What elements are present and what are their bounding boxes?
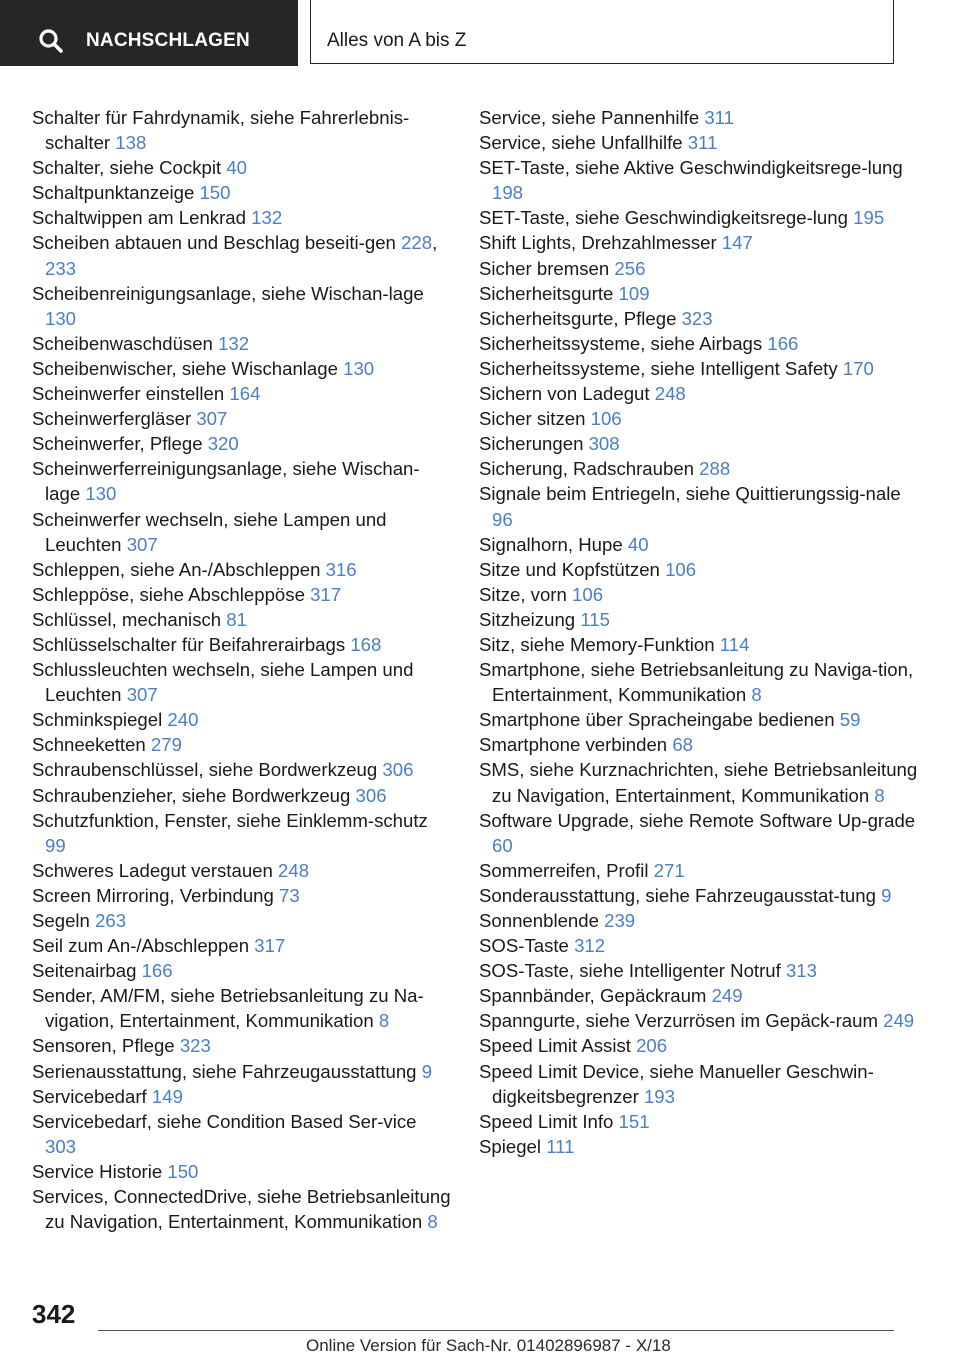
page-link[interactable]: 59 [839,709,861,731]
entry-term: Service, siehe Pannenhilfe [479,107,700,128]
page-link[interactable]: 307 [126,684,158,706]
entry-term: Scheinwerfer, Pflege [32,433,203,455]
entry-term: Signale beim Entriegeln, siehe Quittierungssig-nale [479,483,901,505]
page-link[interactable]: 313 [785,960,817,982]
index-entry [32,933,452,958]
page-link[interactable]: 198 [492,182,524,204]
entry-term: Sonderausstattung, siehe Fahrzeugausstat-tung [479,884,876,906]
page-link[interactable]: 68 [672,734,693,756]
page-link[interactable]: 170 [842,357,874,379]
page-link[interactable]: 166 [767,332,799,354]
page-link[interactable]: 307 [126,533,158,555]
entry-term: Spanngurte, siehe Verzurrösen im Gepäck-raum [479,1010,878,1032]
index-entry [32,205,452,230]
entry-term: Schutzfunktion, Fenster, siehe Einklemm-schutz [32,809,428,831]
index-entry [479,732,919,757]
entry-term: Services, ConnectedDrive, siehe Betriebsanleitung zu Navigation, Entertainment, Kommunikation [32,1186,451,1233]
index-entry [32,1084,452,1109]
page-link[interactable]: 206 [636,1035,668,1057]
index-entry [479,858,919,883]
index-column-right [479,105,919,1159]
page-link[interactable]: 106 [572,583,604,605]
page-link[interactable]: 81 [226,608,247,630]
page-link[interactable]: 311 [687,132,718,154]
entry-term: Sicherung, Radschrauben [479,458,694,480]
page-link[interactable]: 114 [719,633,750,655]
entry-term: Schminkspiegel [32,709,163,731]
index-entry [32,707,452,732]
index-entry [479,557,919,582]
entry-term: Sommerreifen, Profil [479,859,649,881]
index-entry [479,958,919,983]
entry-term: Scheibenwischer, siehe Wischanlage [32,357,338,379]
index-entry [479,1109,919,1134]
entry-term: SET-Taste, siehe Aktive Geschwindigkeitsrege-lung [479,157,903,179]
entry-term: Scheinwerfer einstellen [32,383,225,405]
page-link[interactable]: 149 [151,1085,183,1107]
search-icon [38,28,64,54]
index-entry [479,356,919,381]
page-link[interactable]: 320 [207,433,239,455]
entry-term: Schalter für Fahrdynamik, siehe Fahrerlebnis-schalter [32,107,410,154]
index-entry [479,933,919,958]
index-column-left [32,105,452,1234]
page-link[interactable]: 109 [618,282,650,304]
index-entry [32,732,452,757]
page-link[interactable]: 164 [229,383,261,405]
index-entry [32,180,452,205]
entry-term: Sicher sitzen [479,408,586,430]
entry-term: Servicebedarf [32,1085,147,1107]
index-entry [479,532,919,557]
page-link[interactable]: 40 [226,157,247,179]
index-entry [479,481,919,531]
page-link[interactable]: 73 [279,884,300,906]
page-link[interactable]: 8 [427,1211,438,1233]
entry-term: SOS-Taste [479,935,569,957]
chapter-tab [310,0,894,64]
page-link[interactable]: 249 [711,985,743,1007]
page-link[interactable]: 271 [653,859,685,881]
page-link[interactable]: 195 [853,207,885,229]
page-link[interactable]: 96 [492,508,513,530]
page-link[interactable]: 130 [85,483,117,505]
entry-term: SET-Taste, siehe Geschwindigkeitsrege-lung [479,207,848,229]
index-entry [479,456,919,481]
entry-term: Sicherungen [479,433,584,455]
index-entry [32,783,452,808]
index-entry [479,707,919,732]
index-entry [479,657,919,707]
page-link[interactable]: 249 [883,1010,915,1032]
index-entry [479,983,919,1008]
index-entry [32,356,452,381]
page-link[interactable]: 263 [95,910,127,931]
section-label: NACHSCHLAGEN [86,30,250,51]
entry-term: Sicherheitsgurte [479,282,614,304]
page-link[interactable]: 138 [115,132,147,154]
page-link[interactable]: 193 [643,1085,675,1107]
entry-term: Schlussleuchten wechseln, siehe Lampen und Leuchten [32,659,414,706]
entry-term: Scheibenreinigungsanlage, siehe Wischan-lage [32,282,424,304]
index-entry [32,983,452,1033]
index-entry [479,381,919,406]
entry-term: Schalter, siehe Cockpit [32,157,222,179]
entry-term: Schraubenschlüssel, siehe Bordwerkzeug [32,759,378,781]
index-entry [479,406,919,431]
entry-term: Schleppen, siehe An-/Abschleppen [32,558,321,580]
entry-term: Sichern von Ladegut [479,383,650,405]
entry-term: Scheinwerferreinigungsanlage, siehe Wischan-lage [32,458,420,505]
entry-term: Sitz, siehe Memory-Funktion [479,633,715,655]
entry-term: Smartphone verbinden [479,734,668,756]
entry-term: Service, siehe Unfallhilfe [479,132,683,154]
page-link[interactable]: 256 [614,257,646,279]
page-link[interactable]: 151 [618,1110,650,1132]
page-link[interactable]: 8 [751,684,762,706]
page-link[interactable]: 303 [45,1135,77,1157]
index-entry [32,632,452,657]
index-entry: Scheiben abtauen und Beschlag beseiti-gen 228, 233 [32,232,438,279]
index-entry [479,1008,919,1033]
index-entry [479,256,919,281]
index-entry [32,883,452,908]
index-entry [32,456,452,506]
page-link[interactable]: 240 [167,709,199,731]
index-entry [32,381,452,406]
page-link[interactable]: 316 [325,558,357,580]
page-link[interactable]: 150 [167,1160,199,1182]
page-link[interactable]: 317 [310,583,342,605]
page-link[interactable]: 239 [604,910,636,931]
page-link[interactable]: 8 [874,784,885,806]
page-link[interactable]: 130 [45,307,77,329]
index-entry [479,1033,919,1058]
index-entry [32,757,452,782]
index-entry [479,230,919,255]
entry-term: Sender, AM/FM, siehe Betriebsanleitung zu Na-vigation, Entertainment, Kommunikation [32,985,424,1032]
index-entry [32,281,452,331]
page-link[interactable]: 307 [196,408,228,430]
index-entry [479,1134,919,1159]
index-entry [479,757,919,807]
index-entry [32,1059,452,1084]
entry-term: Serienausstattung, siehe Fahrzeugausstattung [32,1060,417,1082]
page-link[interactable]: 115 [580,608,610,630]
page-link[interactable]: 323 [681,307,713,329]
page-link[interactable]: 312 [574,935,606,957]
index-entry [479,808,919,858]
index-entry [32,607,452,632]
index-entry [479,130,919,155]
index-entry [32,1184,452,1234]
entry-term: Smartphone, siehe Betriebsanleitung zu Naviga-tion, Entertainment, Kommunikation [479,659,914,706]
section-tab[interactable] [0,0,298,66]
entry-term: Software Upgrade, siehe Remote Software Up-grade [479,809,916,831]
entry-term: Schleppöse, siehe Abschleppöse [32,583,305,605]
index-entry [32,557,452,582]
entry-term: SOS-Taste, siehe Intelligenter Notruf [479,960,781,982]
index-entry [32,1159,452,1184]
entry-term: Sensoren, Pflege [32,1035,175,1057]
entry-term: Speed Limit Assist [479,1035,631,1057]
page-link[interactable]: 166 [141,960,173,982]
page-number: 342 [32,1299,76,1329]
index-entry [32,858,452,883]
page-link[interactable]: 288 [699,458,731,480]
page-link[interactable]: 132 [251,207,283,229]
index-entry [479,155,919,205]
entry-term: Schraubenzieher, siehe Bordwerkzeug [32,784,351,806]
page-link[interactable]: 9 [421,1060,433,1082]
page-link[interactable]: 279 [150,734,182,756]
index-entry [479,431,919,456]
page-link[interactable]: 168 [350,633,382,655]
page-link[interactable]: 317 [254,935,286,957]
entry-term: Signalhorn, Hupe [479,533,623,555]
entry-term: Sitzheizung [479,608,576,630]
entry-term: Smartphone über Spracheingabe bedienen [479,709,835,731]
index-entry [479,1059,919,1109]
page-link[interactable]: 9 [881,884,892,906]
page-link[interactable]: 60 [492,834,513,856]
index-entry [32,507,452,557]
index-entry [32,1109,452,1159]
page-link[interactable]: 130 [343,357,375,379]
page-link[interactable]: 132 [218,332,250,354]
footer-divider [98,1330,894,1331]
entry-term: Schneeketten [32,734,146,756]
page-link[interactable]: 106 [665,558,697,580]
entry-term: Seitenairbag [32,960,137,982]
entry-term: Spiegel [479,1135,542,1157]
page-link[interactable]: 111 [546,1135,575,1157]
index-entry [479,582,919,607]
index-entry [479,306,919,331]
entry-term: Schweres Ladegut verstauen [32,859,273,881]
entry-term: Schlüsselschalter für Beifahrerairbags [32,633,346,655]
index-entry [32,908,452,933]
index-entry [32,808,452,858]
entry-term: Screen Mirroring, Verbindung [32,884,274,906]
index-entry [32,155,452,180]
entry-term: Schaltpunktanzeige [32,182,195,204]
page-link[interactable]: 306 [355,784,387,806]
entry-term: Seil zum An-/Abschleppen [32,935,250,957]
index-entry [32,1033,452,1058]
entry-term: Sitze, vorn [479,583,567,605]
index-entry [479,105,919,130]
index-entry [32,331,452,356]
entry-term: Sonnenblende [479,910,599,931]
page-link[interactable]: 228 [401,232,433,254]
entry-term: Scheinwerfer wechseln, siehe Lampen und Leuchten [32,508,387,555]
page-link[interactable]: 248 [278,859,310,881]
entry-term: Service Historie [32,1160,163,1182]
page-link[interactable]: 150 [199,182,231,204]
page-link[interactable]: 248 [654,383,686,405]
page-link[interactable]: 106 [590,408,622,430]
entry-term: Segeln [32,910,90,931]
entry-term: Sitze und Kopfstützen [479,558,660,580]
index-entry [479,607,919,632]
entry-term: Servicebedarf, siehe Condition Based Ser-vice [32,1110,417,1132]
entry-term: Shift Lights, Drehzahlmesser [479,232,717,254]
index-entry [32,582,452,607]
page-link[interactable]: 306 [382,759,414,781]
entry-term: Sicherheitsgurte, Pflege [479,307,677,329]
page-link[interactable]: 8 [378,1010,390,1032]
page-link[interactable]: 147 [721,232,753,254]
entry-term: Scheibenwaschdüsen [32,332,213,354]
index-entry [479,883,919,908]
index-entry [32,657,452,707]
entry-term: SMS, siehe Kurznachrichten, siehe Betriebsanleitung zu Navigation, Entertainment, Kommunikation [479,759,918,806]
index-entry [479,632,919,657]
entry-term: Schlüssel, mechanisch [32,608,222,630]
entry-term: Speed Limit Device, siehe Manueller Geschwin-digkeitsbegrenzer [479,1060,874,1107]
index-entry [32,406,452,431]
entry-term: Scheiben abtauen und Beschlag beseiti-gen [32,232,396,254]
entry-term: Scheinwerfergläser [32,408,192,430]
index-entry [479,281,919,306]
entry-term: Spannbänder, Gepäckraum [479,985,707,1007]
index-entry [479,331,919,356]
entry-term: Sicher bremsen [479,257,610,279]
entry-term: Sicherheitssysteme, siehe Airbags [479,332,763,354]
online-version-note: Online Version für Sach-Nr. 01402896987 - X/18 [306,1336,671,1355]
index-entry [479,908,919,933]
page-link[interactable]: 40 [627,533,649,555]
page-link[interactable]: 323 [179,1035,211,1057]
entry-term: Schaltwippen am Lenkrad [32,207,246,229]
page-link[interactable]: 308 [588,433,620,455]
index-entry [32,105,452,155]
index-entry [479,205,919,230]
page-link[interactable]: 99 [45,834,66,856]
page-header [0,0,960,66]
page-link[interactable]: 311 [704,107,734,128]
page-link[interactable]: 233 [45,257,77,279]
chapter-title: Alles von A bis Z [327,30,467,51]
entry-term: Speed Limit Info [479,1110,614,1132]
entry-term: Sicherheitssysteme, siehe Intelligent Safety [479,357,838,379]
index-entry [32,431,452,456]
index-entry [32,958,452,983]
